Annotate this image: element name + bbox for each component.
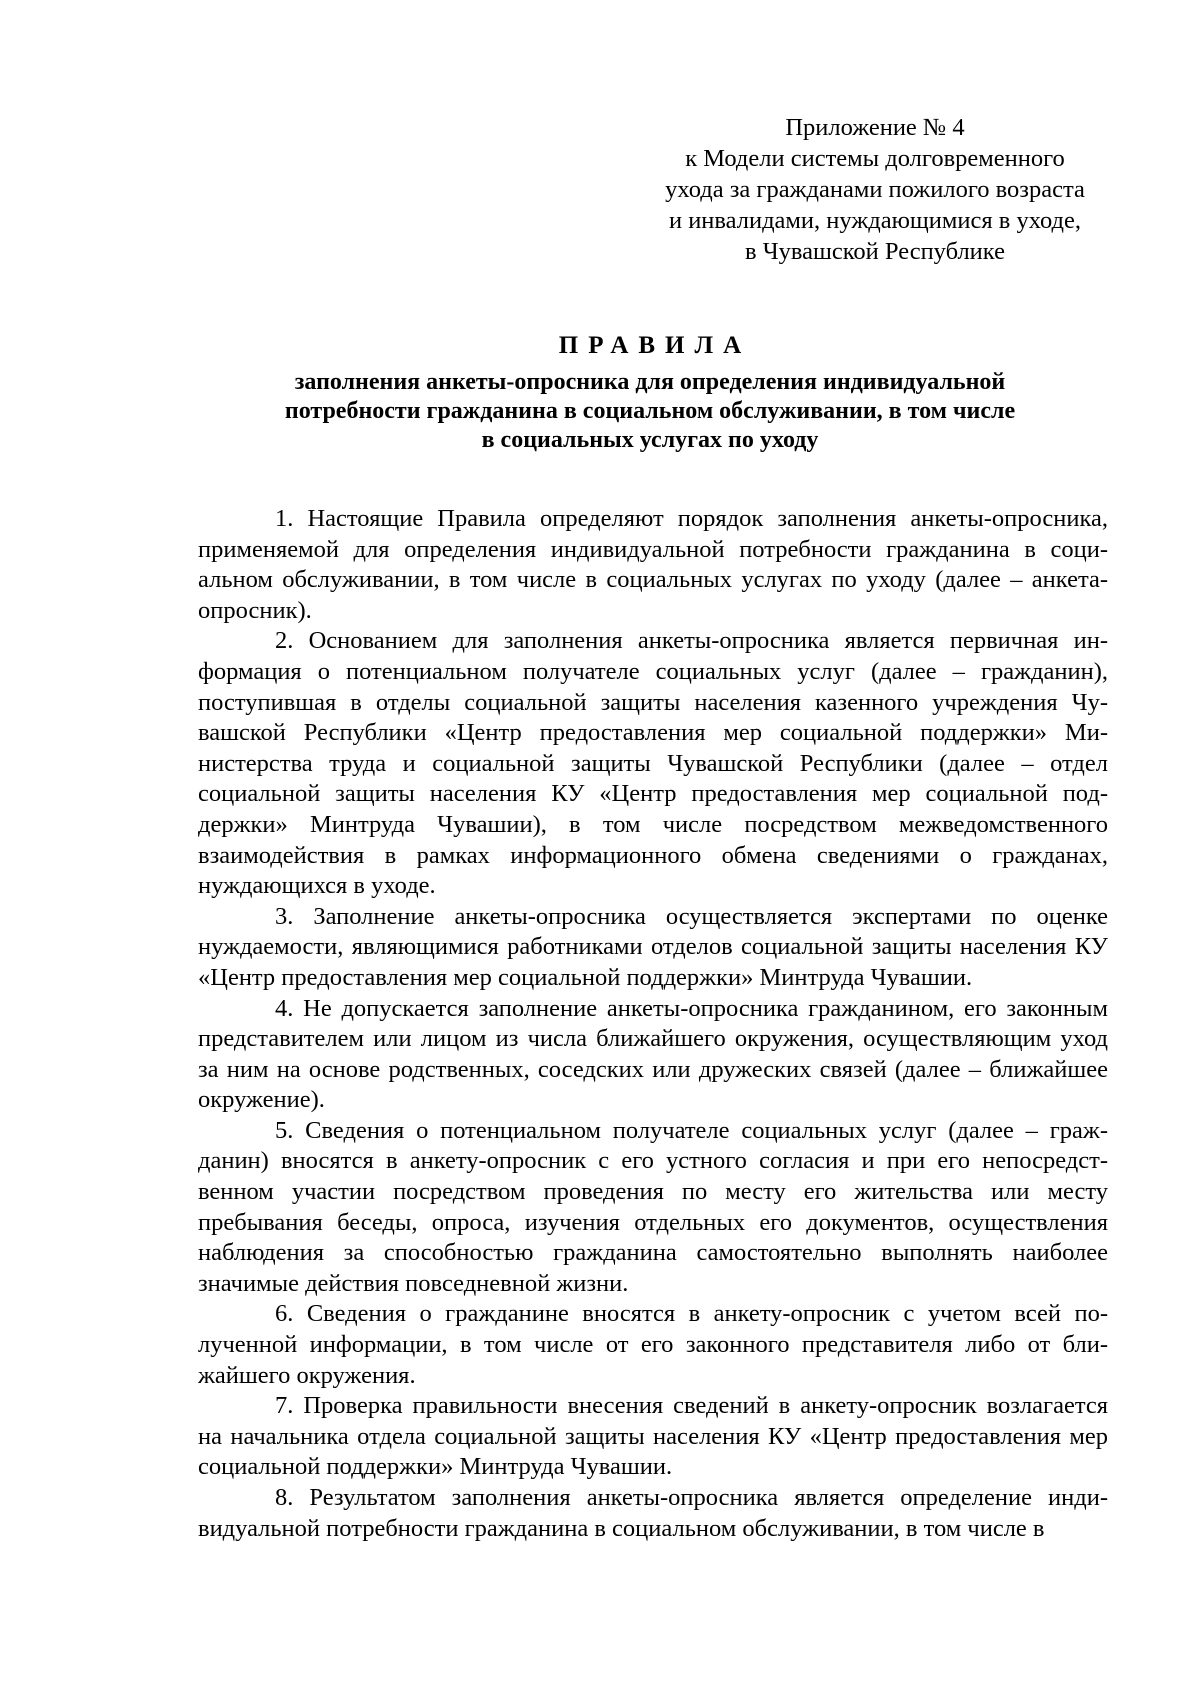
appendix-line: Приложение № 4 — [785, 114, 965, 141]
subtitle-line: потребности гражданина в социальном обслуживании, в том числе — [284, 398, 1016, 424]
paragraph-2: 2. Основанием для заполнения анкеты-опросника является первичная информация о потенциальном получателе социальных услуг (далее – гражданин), поступившая в отделы социальной защиты населения казенного учреждения Чувашской Республики «Центр предоставления мер социальной поддержки» Министерства труда и социальной защиты Чувашской Республики (далее – отдел социальной защиты населения КУ «Центр предоставления мер социальной поддержки» Минтруда Чувашии), в том числе посредством межведомственного взаимодействия в рамках информационного обмена сведениями о гражданах, нуждающихся в уходе. — [198, 627, 1108, 900]
paragraph-6: 6. Сведения о гражданине вносятся в анкету-опросник с учетом всей полученной информации, в том числе от его законного представителя либо от ближайшего окружения. — [198, 1300, 1108, 1389]
appendix-header — [640, 112, 1110, 267]
paragraph-3: 3. Заполнение анкеты-опросника осуществляется экспертами по оценке нуждаемости, являющимися работниками отделов социальной защиты населения КУ «Центр предоставления мер социальной поддержки» Минтруда Чувашии. — [198, 902, 1108, 991]
paragraph-8: 8. Результатом заполнения анкеты-опросника является определение индивидуальной потребности гражданина в социальном обслуживании, в том числе в — [198, 1484, 1108, 1542]
subtitle-line: в социальных услугах по уходу — [481, 427, 819, 453]
title-block — [190, 330, 1110, 455]
subtitle-line: заполнения анкеты-опросника для определения индивидуальной — [294, 369, 1006, 395]
appendix-line: в Чувашской Республике — [745, 238, 1005, 265]
appendix-line: к Модели системы долговременного — [685, 145, 1065, 172]
paragraph-1: 1. Настоящие Правила определяют порядок заполнения анкеты-опросника, применяемой для определения индивидуальной потребности гражданина в социальном обслуживании, в том числе в социальных услугах по уходу (далее – анкета-опросник). — [198, 505, 1108, 624]
paragraph-4: 4. Не допускается заполнение анкеты-опросника гражданином, его законным представителем или лицом из числа ближайшего окружения, осуществляющим уход за ним на основе родственных, соседских или дружеских связей (далее – ближайшее окружение). — [198, 994, 1108, 1114]
appendix-line: и инвалидами, нуждающимися в уходе, — [668, 207, 1082, 234]
paragraph-7: 7. Проверка правильности внесения сведений в анкету-опросник возлагается на начальника отдела социальной защиты населения КУ «Центр предоставления мер социальной поддержки» Минтруда Чувашии. — [198, 1392, 1108, 1481]
document-title: ПРАВИЛА — [558, 332, 752, 359]
document-subtitle — [190, 368, 1110, 455]
paragraph-5: 5. Сведения о потенциальном получателе социальных услуг (далее – гражданин) вносятся в анкету-опросник с его устного согласия и при его непосредственном участии посредством проведения по месту его жительства или месту пребывания беседы, опроса, изучения отдельных его документов, осуществления наблюдения за способностью гражданина самостоятельно выполнять наиболее значимые действия повседневной жизни. — [198, 1116, 1108, 1297]
appendix-line: ухода за гражданами пожилого возраста — [665, 176, 1085, 203]
document-body — [198, 504, 1108, 1544]
